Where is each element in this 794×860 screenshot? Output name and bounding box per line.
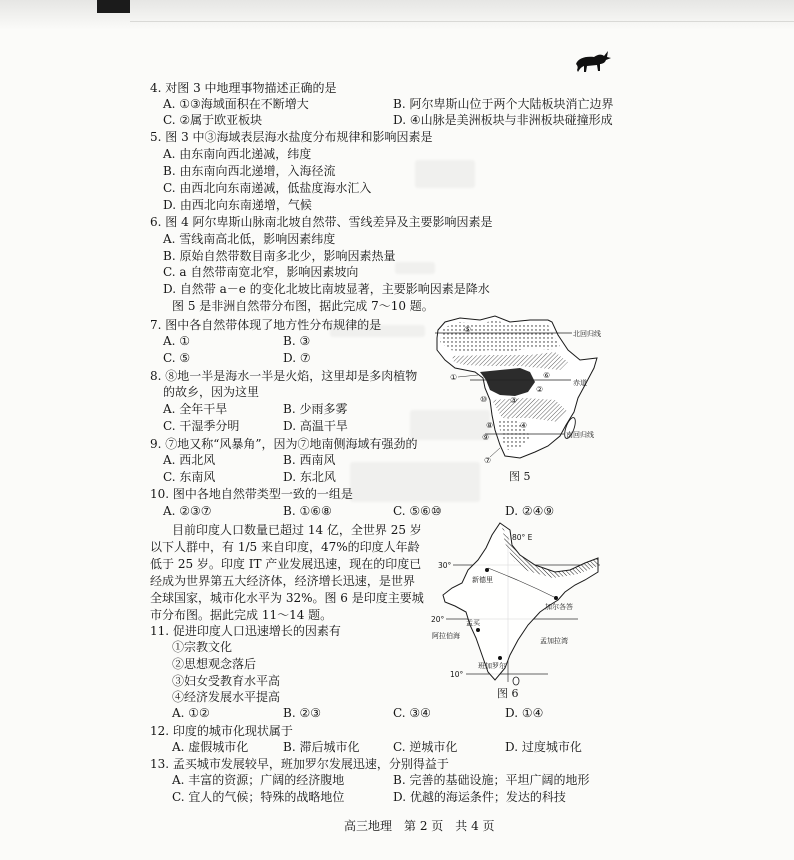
- meridian-label: 80° E: [512, 533, 533, 542]
- q12-option-b: B. 滞后城市化: [283, 740, 360, 754]
- q9-option-a: A. 西北风: [163, 453, 216, 467]
- sea-label-arabian: 阿拉伯海: [432, 632, 460, 640]
- q12-option-c: C. 逆城市化: [393, 740, 458, 754]
- q5-option-d: D. 由西北向东南递增，气候: [163, 198, 312, 212]
- bleed-through: [395, 262, 435, 274]
- map-marker: ②: [536, 385, 544, 394]
- marker-leader: [490, 448, 500, 457]
- q13-option-d: D. 优越的海运条件；发达的科技: [393, 790, 566, 804]
- q8-option-b: B. 少雨多雾: [283, 402, 348, 416]
- city-label-mumbai: 孟买: [466, 619, 480, 627]
- q10-stem: 10. 图中各地自然带类型一致的一组是: [150, 487, 353, 501]
- q11-option-a: A. ①②: [172, 706, 210, 720]
- q4-option-c: C. ②属于欧亚板块: [163, 113, 263, 127]
- latitude-10-label: 10°: [450, 670, 464, 679]
- sea-label-bengal: 孟加拉湾: [540, 637, 568, 645]
- q4-option-b: B. 阿尔卑斯山位于两个大陆板块消亡边界: [393, 97, 614, 111]
- q6-option-c: C. a 自然带南宽北窄，影响因素坡向: [163, 265, 359, 279]
- q13-option-b: B. 完善的基础设施；平坦广阔的地形: [393, 773, 590, 787]
- map-marker: ③: [510, 396, 518, 405]
- q13-stem: 13. 孟买城市发展较早，班加罗尔发展迅速，分别得益于: [150, 757, 449, 771]
- bull-shape: [576, 51, 611, 72]
- desert-zone-north: [440, 320, 560, 352]
- india-intro-line: 低于 25 岁。印度 IT 产业发展迅速，现在的印度已: [150, 557, 422, 571]
- q5-option-b: B. 由东南向西北递增，入海径流: [163, 164, 336, 178]
- q11-option-c: C. ③④: [393, 706, 431, 720]
- india-intro-line: 经成为世界第五大经济体，经济增长迅速，是世界: [150, 574, 415, 588]
- figure6-caption: 图 6: [497, 687, 519, 700]
- q11-stem: 11. 促进印度人口迅速增长的因素有: [150, 624, 341, 638]
- q8-stem: 8. ⑧地一半是海水一半是火焰，这里却是多肉植物: [150, 369, 418, 383]
- q4-option-a: A. ①③海域面积在不断增大: [163, 97, 309, 111]
- q12-option-a: A. 虚假城市化: [172, 740, 249, 754]
- sri-lanka: [513, 677, 519, 685]
- page-footer: 高三地理 第 2 页 共 4 页: [344, 819, 495, 833]
- scan-line: [130, 21, 794, 22]
- figure5-intro: 图 5 是非洲自然带分布图，据此完成 7～10 题。: [172, 299, 434, 313]
- q9-option-b: B. 西南风: [283, 453, 336, 467]
- q9-option-d: D. 东北风: [283, 470, 336, 484]
- city-dot-mumbai: [476, 628, 480, 632]
- india-intro-line: 以下人群中，有 1/5 来自印度，47%的印度人年龄: [150, 540, 420, 554]
- q6-stem: 6. 图 4 阿尔卑斯山脉南北坡自然带、雪线差异及主要影响因素是: [150, 215, 493, 229]
- latitude-20-label: 20°: [431, 615, 445, 624]
- map-marker: ①: [450, 373, 458, 382]
- map-marker: ④: [520, 421, 528, 430]
- map-marker: ⑩: [480, 395, 488, 404]
- q5-option-a: A. 由东南向西北递减，纬度: [163, 147, 312, 161]
- q7-option-b: B. ③: [283, 334, 311, 348]
- q11-item: ④经济发展水平提高: [172, 690, 281, 704]
- figure5-caption: 图 5: [509, 470, 531, 483]
- map-marker: ⑤: [464, 325, 472, 334]
- q13-option-c: C. 宜人的气候；特殊的战略地位: [172, 790, 345, 804]
- q11-item: ①宗教文化: [172, 640, 233, 654]
- q7-option-d: D. ⑦: [283, 351, 311, 365]
- city-dot-kolkata: [554, 596, 558, 600]
- q10-option-a: A. ②③⑦: [163, 504, 212, 518]
- map-marker: ⑧: [486, 421, 494, 430]
- q8-option-c: C. 干湿季分明: [163, 419, 240, 433]
- q4-option-d: D. ④山脉是美洲板块与非洲板块碰撞形成: [393, 113, 613, 127]
- q11-item: ②思想观念落后: [172, 657, 257, 671]
- q11-option-d: D. ①④: [505, 706, 544, 720]
- q6-option-b: B. 原始自然带数目南多北少，影响因素热量: [163, 249, 396, 263]
- q8-option-a: A. 全年干旱: [163, 402, 228, 416]
- q4-stem: 4. 对图 3 中地理事物描述正确的是: [150, 81, 337, 95]
- q13-option-a: A. 丰富的资源；广阔的经济腹地: [172, 773, 345, 787]
- marker-leader: [458, 375, 478, 377]
- equator-label: 赤道: [573, 379, 587, 387]
- q5-stem: 5. 图 3 中③海域表层海水盐度分布规律和影响因素是: [150, 130, 433, 144]
- q9-stem: 9. ⑦地又称“风暴角”，因为⑦地南侧海域有强劲的: [150, 437, 418, 451]
- q10-option-c: C. ⑤⑥⑩: [393, 504, 442, 518]
- india-intro-line: 市分布图。据此完成 11～14 题。: [150, 608, 333, 622]
- africa-natural-zones-map: [430, 300, 605, 472]
- q7-stem: 7. 图中各自然带体现了地方性分布规律的是: [150, 318, 382, 332]
- q6-option-a: A. 雪线南高北低，影响因素纬度: [163, 232, 336, 246]
- bleed-through: [415, 160, 475, 188]
- q9-option-c: C. 东南风: [163, 470, 216, 484]
- city-label-new-delhi: 新德里: [472, 576, 493, 584]
- q8-stem-cont: 的故乡，因为这里: [163, 385, 260, 399]
- map-marker: ⑨: [482, 433, 490, 442]
- q12-stem: 12. 印度的城市化现状属于: [150, 724, 293, 738]
- india-intro-line: 全球国家，城市化水平为 32%。图 6 是印度主要城: [150, 591, 424, 605]
- q10-option-b: B. ①⑥⑧: [283, 504, 332, 518]
- city-label-bangalore: 班加罗尔: [478, 662, 506, 670]
- india-outline: [443, 523, 598, 680]
- q11-item: ③妇女受教育水平高: [172, 674, 281, 688]
- latitude-30-label: 30°: [438, 561, 452, 570]
- tropic-of-cancer-label: 北回归线: [573, 330, 601, 338]
- bull-logo-icon: [572, 48, 612, 76]
- q10-option-d: D. ②④⑨: [505, 504, 555, 518]
- city-dot-bangalore: [498, 656, 502, 660]
- map-marker: ⑦: [484, 456, 492, 465]
- q6-option-d: D. 自然带 a－e 的变化北坡比南坡显著，主要影响因素是降水: [163, 282, 490, 296]
- india-intro-line: 目前印度人口数量已超过 14 亿，全世界 25 岁: [172, 523, 422, 537]
- q7-option-a: A. ①: [163, 334, 191, 348]
- city-label-kolkata: 加尔各答: [545, 603, 573, 611]
- q8-option-d: D. 高温干旱: [283, 419, 348, 433]
- india-cities-map: [428, 518, 603, 686]
- q5-option-c: C. 由西北向东南递减，低盐度海水汇入: [163, 181, 372, 195]
- map-marker: ⑥: [543, 371, 551, 380]
- scan-edge-mark: [97, 0, 130, 13]
- tropic-of-capricorn-label: 南回归线: [566, 431, 594, 439]
- city-dot-new-delhi: [485, 568, 489, 572]
- q11-option-b: B. ②③: [283, 706, 321, 720]
- q12-option-d: D. 过度城市化: [505, 740, 582, 754]
- q7-option-c: C. ⑤: [163, 351, 191, 365]
